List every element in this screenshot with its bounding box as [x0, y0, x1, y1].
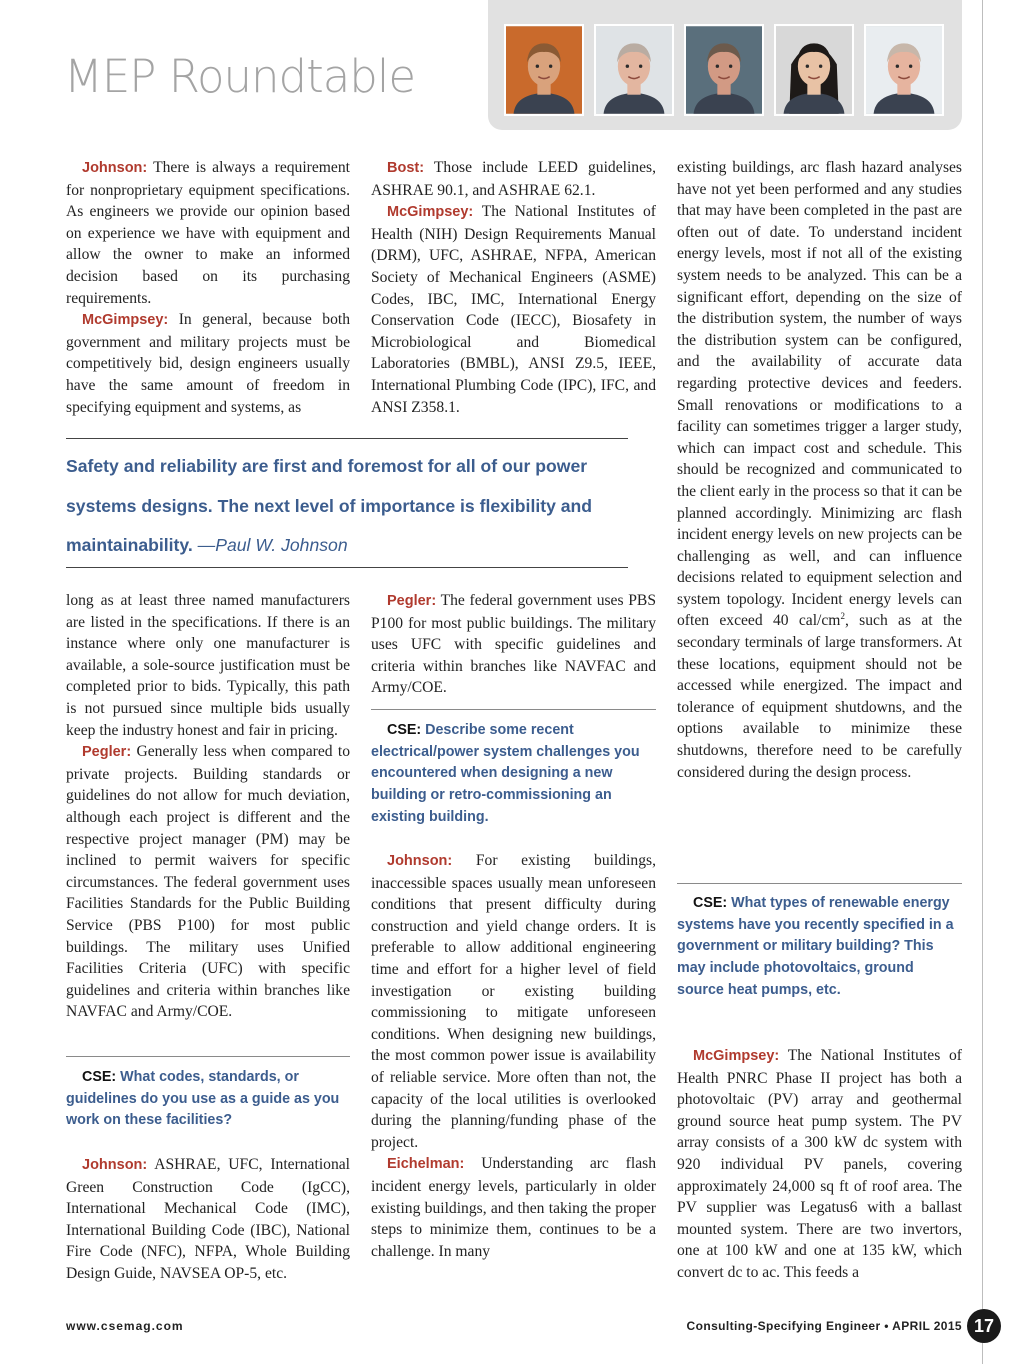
- paragraph-text: In general, because both government and military projects must be competitively bid, design engineers usually have the same amount of freedom in specifying equipment and systems, as: [66, 311, 350, 416]
- paragraph-text: The federal government uses PBS P100 for most public buildings. The military uses UFC with specific guidelines and criteria within branches like NAVFAC and Army/COE.: [371, 592, 656, 697]
- speaker-name: Johnson:: [82, 160, 148, 176]
- paragraph-text: The National Institutes of Health (NIH) Design Requirements Manual (DRM), UFC, ASHRAE, NFPA, American Society of Mechanical Engineers (ASME) Codes, IBC, IMC, International Energy Conservation Code (IECC), Biosafety in Microbiological and Biomedical Laboratories (BMBL), ANSI Z9.5, IEEE, International Plumbing Code (IPC), IFC, and ANSI Z358.1.: [371, 203, 656, 416]
- paragraph: [371, 590, 656, 699]
- column-2-answers: [371, 850, 656, 1262]
- section-title: MEP Roundtable: [64, 50, 416, 103]
- panelist-portrait: [504, 24, 584, 116]
- paragraph: [371, 157, 656, 201]
- paragraph-text: There is always a requirement for nonproprietary equipment specifications. As engineers we provide our opinion based on experience we have with equipment and allow the owner to make an informed decision based on its purchasing requirements.: [66, 159, 350, 307]
- question-label: CSE:: [82, 1069, 117, 1085]
- panelist-portrait: [774, 24, 854, 116]
- column-2-bottom: [371, 590, 656, 699]
- question-text: What types of renewable energy systems have you recently specified in a government or military building? This may include photovoltaics, ground source heat pumps, etc.: [677, 895, 954, 998]
- divider: [66, 1056, 350, 1057]
- speaker-name: Johnson:: [387, 853, 453, 869]
- page-edge-line: [982, 0, 983, 1364]
- column-1-bottom: [66, 590, 350, 1023]
- panelist-portrait: [594, 24, 674, 116]
- paragraph: [371, 201, 656, 418]
- page-number: 17: [967, 1309, 1001, 1343]
- speaker-name: Pegler:: [82, 744, 132, 761]
- cse-question: [66, 1067, 350, 1132]
- question-label: CSE:: [693, 895, 728, 911]
- cse-question: [677, 893, 962, 1002]
- divider: [371, 709, 656, 710]
- speaker-name: Eichelman:: [387, 1156, 465, 1173]
- column-1-top: [66, 157, 350, 418]
- speaker-name: McGimpsey:: [387, 204, 474, 221]
- paragraph: [66, 309, 350, 418]
- question-text: Describe some recent electrical/power system challenges you encountered when designing a new building or retro-commissioning an existing building.: [371, 722, 640, 825]
- panelist-photo-band: [488, 0, 962, 130]
- paragraph-text: Understanding arc flash incident energy levels, particularly in older existing buildings, and then taking the proper steps to minimize them, continues to be a challenge. In many: [371, 1155, 656, 1260]
- paragraph: [371, 1153, 656, 1262]
- column-3-top: [677, 157, 962, 783]
- pull-quote-attribution: —Paul W. Johnson: [197, 535, 348, 555]
- publication-issue: Consulting-Specifying Engineer • APRIL 2015: [686, 1319, 962, 1333]
- paragraph: [66, 1154, 350, 1285]
- pull-quote: [66, 438, 628, 568]
- paragraph: [677, 1045, 962, 1284]
- paragraph: [66, 157, 350, 309]
- speaker-name: Johnson:: [82, 1157, 148, 1173]
- website-url: www.csemag.com: [66, 1319, 184, 1333]
- column-3-answer: [677, 1045, 962, 1284]
- column-2-top: [371, 157, 656, 418]
- paragraph-text: Generally less when compared to private projects. Building standards or guidelines do not allow for much deviation, although each project is different and the respective project manager (PM) may be inclined to permit waivers for specific circumstances. The federal government uses Facilities Standards for the Public Building Service (PBS P100) for most public buildings. The military uses Unified Facilities Criteria (UFC) with specific guidelines and criteria within branches like NAVFAC and Army/COE.: [66, 743, 351, 1021]
- panelist-portrait: [684, 24, 764, 116]
- paragraph: long as at least three named manufacturers are listed in the specifications. If there is an instance where only one manufacturer is available, a sole-source justification must be completed prior to bids. Typically, this path is not pursued since multiple bids usually keep the industry honest and fair in pricing.: [66, 592, 350, 739]
- paragraph: [66, 741, 350, 1023]
- panelist-portrait: [864, 24, 944, 116]
- paragraph-text: ASHRAE, UFC, International Green Construction Code (IgCC), International Mechanical Code (IMC), International Building Code (IBC), National Fire Code (NFC), NFPA, Whole Building Design Guide, NAVSEA OP-5, etc.: [66, 1156, 350, 1282]
- paragraph-text: The National Institutes of Health PNRC Phase II project has both a photovoltaic (PV) array and geothermal ground source heat pump system. The PV array consists of a 300 kW dc system with 920 individual PV panels, covering approximately 24,000 sq ft of roof area. The PV supplier was Legatus6 with a ballast mounted system. There are two invertors, one at 100 kW and one at 135 kW, which convert dc to ac. This feeds a: [677, 1047, 962, 1281]
- column-1-answer: [66, 1154, 350, 1285]
- cse-question: [371, 720, 656, 829]
- paragraph-text: Those include LEED guidelines, ASHRAE 90.1, and ASHRAE 62.1.: [371, 159, 656, 199]
- speaker-name: McGimpsey:: [82, 312, 169, 329]
- question-text: What codes, standards, or guidelines do you use as a guide as you work on these facilities?: [66, 1069, 340, 1129]
- paragraph: [371, 850, 656, 1153]
- question-label: CSE:: [387, 722, 422, 738]
- paragraph-text: For existing buildings, inaccessible spaces usually mean unforeseen conditions that present difficulty during construction and yield change orders. It is preferable to allow additional engineering time and effort for a higher level of field investigation or existing building commissioning to mitigate unforeseen conditions. When designing new buildings, the most common power issue is availability of reliable service. More often than not, the capacity of the local utilities is overlooked during the planning/funding phase of the project.: [371, 852, 656, 1151]
- divider: [677, 883, 962, 884]
- pull-quote-text: Safety and reliability are first and foremost for all of our power systems designs. The next level of importance is flexibility and maintainability.: [66, 456, 593, 555]
- speaker-name: McGimpsey:: [693, 1048, 780, 1064]
- speaker-name: Bost:: [387, 160, 425, 176]
- speaker-name: Pegler:: [387, 593, 437, 609]
- paragraph: existing buildings, arc flash hazard analyses have not yet been performed and any studies that may have been completed in the past are often out of date. To understand incident energy levels, most if not all of the existing system needs to be analyzed. This can be a significant effort, depending on the size of the distribution system, the number of ways the distribution system can be configured, and the availability of accurate data regarding protective devices and feeders. Small renovations or modifications to a facility can sometimes trigger a larger study, which can impact cost and schedule. This should be recognized and communicated to the client early in the process so that it can be planned accordingly. Minimizing arc flash incident energy levels on new projects can be challenging as well, and can influence decisions related to equipment selection and system topology. Incident energy levels can often exceed 40 cal/$cm^2$, such as at the secondary terminals of large transformers. At these locations, equipment should not be accessed while energized. The impact and tolerance of equipment shutdowns, and the options available to minimize these shutdowns, therefore need to be carefully considered during the design process.: [677, 159, 962, 781]
